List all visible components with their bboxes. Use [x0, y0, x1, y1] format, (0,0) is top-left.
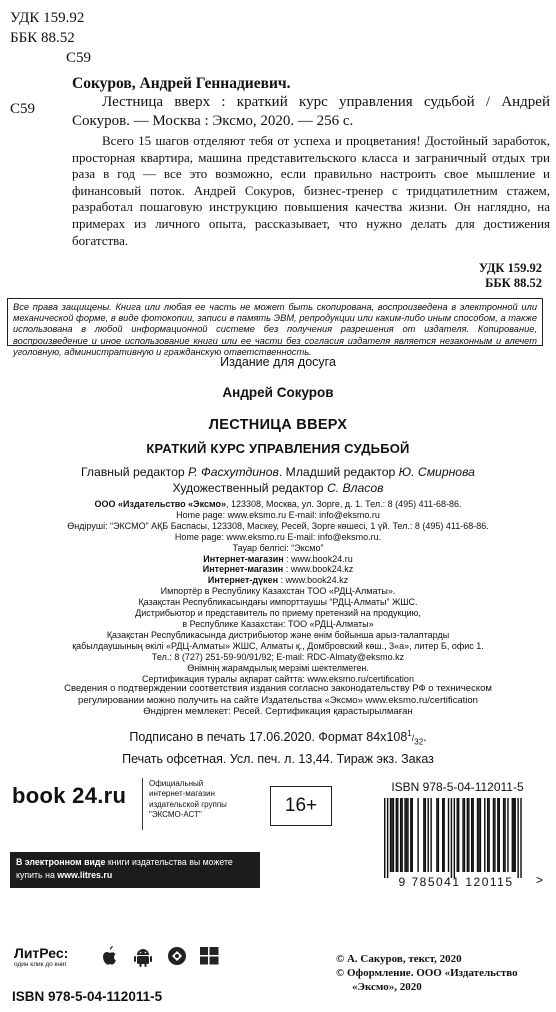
publisher-line: [0, 499, 556, 510]
store-note-line-3: издательской группы: [149, 799, 227, 809]
store-note-line-2: интернет-магазин: [149, 789, 215, 799]
age-rating-badge: 16+: [270, 786, 332, 826]
bibliographic-entry: Лестница вверх : краткий курс управления судьбой / Андрей Сокуров. — Москва : Эксмо, 2020. — 256 с.: [72, 94, 550, 129]
copyright-design-line-1: © Оформление. ООО «Издательство: [336, 967, 518, 979]
barcode-bar: [417, 798, 418, 872]
barcode-bar: [438, 798, 439, 872]
book24-logo: book 24.ru: [12, 783, 127, 808]
book-subtitle: КРАТКИЙ КУРС УПРАВЛЕНИЯ СУДЬБОЙ: [146, 441, 410, 456]
importer: Импортёр в Республику Казахстан ТОО «РДЦ-Алматы».: [160, 586, 396, 597]
barcode-bar: [442, 798, 443, 872]
online-shop-url: : www.book24.ru: [283, 553, 353, 564]
barcode-bar: [457, 798, 458, 872]
barcode-bar: [407, 798, 408, 872]
book-title: ЛЕСТНИЦА ВВЕРХ: [208, 417, 348, 433]
barcode-bar: [406, 798, 407, 872]
barcode-bar: [480, 798, 481, 872]
isbn-bottom: ISBN 978-5-04-112011-5: [12, 989, 163, 1004]
litres-banner-highlight: В электронном виде: [16, 857, 106, 867]
bbk-code-top: ББК 88.52: [10, 30, 75, 46]
barcode-bar: [520, 798, 521, 878]
windows-icon: [200, 947, 219, 965]
junior-editor-label: Младший редактор: [285, 465, 396, 479]
platform-icons: [100, 946, 230, 968]
litres-link[interactable]: www.litres.ru: [57, 870, 113, 880]
art-editor-name: С. Власов: [326, 481, 384, 495]
barcode-end-mark: >: [536, 873, 544, 887]
online-shop-ru: [0, 554, 556, 565]
barcode-bar: [436, 798, 437, 872]
store-note: [149, 779, 267, 820]
online-shop-kz-url: : www.book24.kz: [283, 564, 354, 575]
shelf-life: Өнімнің жарамдылық мерзімі шектелмеген.: [187, 662, 369, 673]
barcode-bar: [390, 798, 391, 872]
author-heading: Сокуров, Андрей Геннадиевич.: [72, 75, 291, 92]
publisher-name: ООО «Издательство «Эксмо»: [94, 499, 227, 509]
isbn-barcode: [368, 796, 544, 892]
udk-code-top: УДК 159.92: [10, 10, 85, 26]
distributor-kz-2: қабылдаушының өкілі «РДЦ-Алматы» ЖШС, Алматы қ., Домбровский көш., 3«а», литер Б, офис 1.: [72, 640, 484, 651]
barcode-bar: [507, 798, 508, 872]
kz-producer-web: Home page: www.eksmo.ru E-mail: info@eksmo.ru.: [174, 531, 382, 542]
chief-editor-name: Р. Фасхутдинов: [188, 465, 279, 479]
barcode-bar: [499, 798, 500, 872]
barcode-bar: [448, 798, 449, 872]
certification-info: Сертификация туралы ақпарат сайтта: www.eksmo.ru/certification: [142, 673, 414, 684]
barcode-bar: [412, 798, 413, 872]
barcode-bar: [468, 798, 469, 872]
console-icon: [168, 947, 186, 965]
barcode-bar: [517, 798, 518, 878]
barcode-bar: [458, 798, 459, 872]
barcode-bar: [488, 798, 489, 872]
format-denominator: 32: [414, 737, 424, 747]
barcode-bar: [471, 798, 472, 872]
copyright-design-line-2: «Эксмо», 2020: [352, 981, 422, 993]
store-note-line-4: "ЭКСМО-АСТ": [149, 809, 202, 819]
litres-banner-line-2: [16, 869, 254, 882]
barcode-bar: [384, 798, 385, 878]
format-numerator: 1: [407, 729, 412, 738]
barcode-bar: [443, 798, 444, 872]
editors-line-2: [0, 480, 556, 496]
online-shop-kz-label: Интернет-магазин: [202, 564, 284, 575]
barcode-bar: [503, 798, 504, 872]
conformity-line-2: регулировании можно получить на сайте Издательства «Эксмо» www.eksmo.ru/certification: [78, 694, 478, 706]
publisher-address: , 123308, Москва, ул. Зорге, д. 1. Тел.: 8 (495) 411-68-86.: [226, 499, 462, 509]
udk-code-bottom: УДК 159.92: [478, 261, 542, 275]
online-shop-label: Интернет-магазин: [203, 553, 284, 564]
kz-producer: Өндіруші: “ЭКСМО” АҚБ Баспасы, 123308, Мәскеу, Ресей, Зорге көшесі, 1 үй. Тел.: 8 (495) 411-68-86.: [67, 520, 489, 531]
barcode-digits: 9 785041 120115: [398, 875, 514, 889]
copyright-text: © А. Сакуров, текст, 2020: [336, 953, 462, 965]
litres-banner[interactable]: [10, 852, 260, 888]
android-icon: [134, 949, 152, 967]
online-shop-kz2: [0, 575, 556, 586]
barcode-bar: [401, 798, 402, 872]
printing-info: [0, 725, 556, 768]
bbk-code-bottom: ББК 88.52: [485, 276, 542, 290]
barcode-bar: [454, 798, 455, 878]
book-author: Андрей Сокуров: [222, 385, 334, 400]
conformity-block: [0, 683, 556, 718]
distributor-phone: Тел.: 8 (727) 251-59-90/91/92; E-mail: RDC-Almaty@eksmo.kz: [151, 651, 405, 662]
isbn-top: ISBN 978-5-04-112011-5: [391, 780, 524, 794]
editors-line-1: Главный редактор Р. Фасхутдинов. Младший редактор Ю. Смирнова: [81, 465, 475, 479]
barcode-bar: [410, 798, 411, 872]
barcode-bar: [477, 798, 478, 872]
litres-banner-text: книги издательства вы можете: [105, 857, 233, 867]
barcode-bar: [494, 798, 495, 872]
barcode-bar: [391, 798, 392, 872]
barcode-bar: [430, 798, 431, 872]
barcode-bar: [387, 798, 388, 878]
chief-editor-label: Главный редактор: [81, 465, 185, 479]
barcode-bar: [513, 798, 514, 872]
apple-icon: [103, 946, 116, 965]
online-shop-kz2-label: Интернет-дүкен: [207, 575, 279, 586]
barcode-bar: [451, 798, 452, 878]
barcode-bar: [487, 798, 488, 872]
barcode-bar: [464, 798, 465, 872]
barcode-bar: [396, 798, 397, 872]
author-mark-top: С59: [66, 50, 92, 66]
store-note-line-1: Официальный: [149, 779, 204, 788]
annotation: Всего 15 шагов отделяют тебя от успеха и процветания! Достойный заработок, просторная квартира, машина представительского класса и заграничный отдых три раза в год — все это возможно, если правильно настроить свое мышление и финансовый поток. Андрей Сокуров, бизнес-тренер с тридцатилетним стажем, разработал пошаговую инструкцию повышения качества жизни. Он наглядно, на примерах из личного опыта, рассказывает, что нужно делать для достижения богатства.: [72, 133, 550, 248]
litres-tagline: один клик до книг: [14, 961, 67, 968]
conformity-line-3: Өндірген мемлекет: Ресей. Сертификация қарастырылмаған: [143, 706, 413, 717]
trademark: Тауар белгісі: “Эксмо”: [232, 542, 324, 553]
conformity-line-1: Сведения о подтверждении соответствия издания согласно законодательству РФ о техническом: [64, 683, 492, 694]
barcode-bar: [472, 798, 473, 872]
barcode-bar: [462, 798, 463, 872]
barcode-bar: [400, 798, 401, 872]
importer-kz: Қазақстан Республикасындағы импорттаушы “РДЦ-Алматы” ЖШС.: [138, 597, 418, 608]
barcode-bar: [428, 798, 429, 872]
author-mark-side: С59: [10, 101, 36, 117]
distributor-kz: Қазақстан Республикасында дистрибьютор және өнім бойынша арыз-талаптарды: [106, 629, 450, 640]
barcode-bar: [404, 798, 405, 872]
print-details: Печать офсетная. Усл. печ. л. 13,44. Тираж экз. Заказ: [122, 751, 434, 766]
junior-editor-name: Ю. Смирнова: [398, 465, 475, 479]
imprint-block: [0, 499, 556, 684]
barcode-bar: [512, 798, 513, 872]
barcode-bar: [493, 798, 494, 872]
barcode-bar: [478, 798, 479, 872]
print-signed: Подписано в печать 17.06.2020. Формат 84x108: [129, 730, 408, 745]
print-signed-line: Подписано в печать 17.06.2020. Формат $84x108^1/_{32}$.: [129, 729, 427, 747]
barcode-bar: [515, 798, 516, 872]
online-shop-kz: [0, 564, 556, 575]
barcode-bar: [497, 798, 498, 872]
logo-divider: [142, 778, 143, 830]
litres-banner-prefix: купить на: [16, 870, 58, 880]
publisher-web: Home page: www.eksmo.ru E-mail: info@eksmo.ru: [176, 509, 380, 520]
barcode-bar: [467, 798, 468, 872]
barcode-bar: [393, 798, 394, 872]
art-editor-label: Художественный редактор: [172, 481, 324, 495]
barcode-bar: [484, 798, 485, 872]
barcode-bar: [397, 798, 398, 872]
litres-logo: ЛитРес:: [14, 945, 69, 961]
litres-banner-line-1: [16, 856, 254, 869]
barcode-bar: [504, 798, 505, 872]
rights-notice: Все права защищены. Книга или любая ее часть не может быть скопирована, воспроизведена в электронной или механической форме, в виде фотокопии, записи в память ЭВМ, репродукции или каким-либо иным способом, а также использована в любой информационной системе без получения разрешения от издателя. Копирование, воспроизведение и иное использование книги или ее части без согласия издателя является незаконным и влечет уголовную, административную и гражданскую ответственность.: [7, 298, 543, 346]
series-note: Издание для досуга: [220, 355, 336, 369]
barcode-bar: [425, 798, 426, 872]
barcode-bar: [423, 798, 424, 872]
online-shop-kz2-url: : www.book24.kz: [278, 575, 349, 586]
distributor: Дистрибьютор и представитель по приему претензий на продукцию,: [135, 608, 421, 619]
distributor-2: в Республике Казахстан: ТОО «РДЦ-Алматы»: [182, 618, 374, 629]
